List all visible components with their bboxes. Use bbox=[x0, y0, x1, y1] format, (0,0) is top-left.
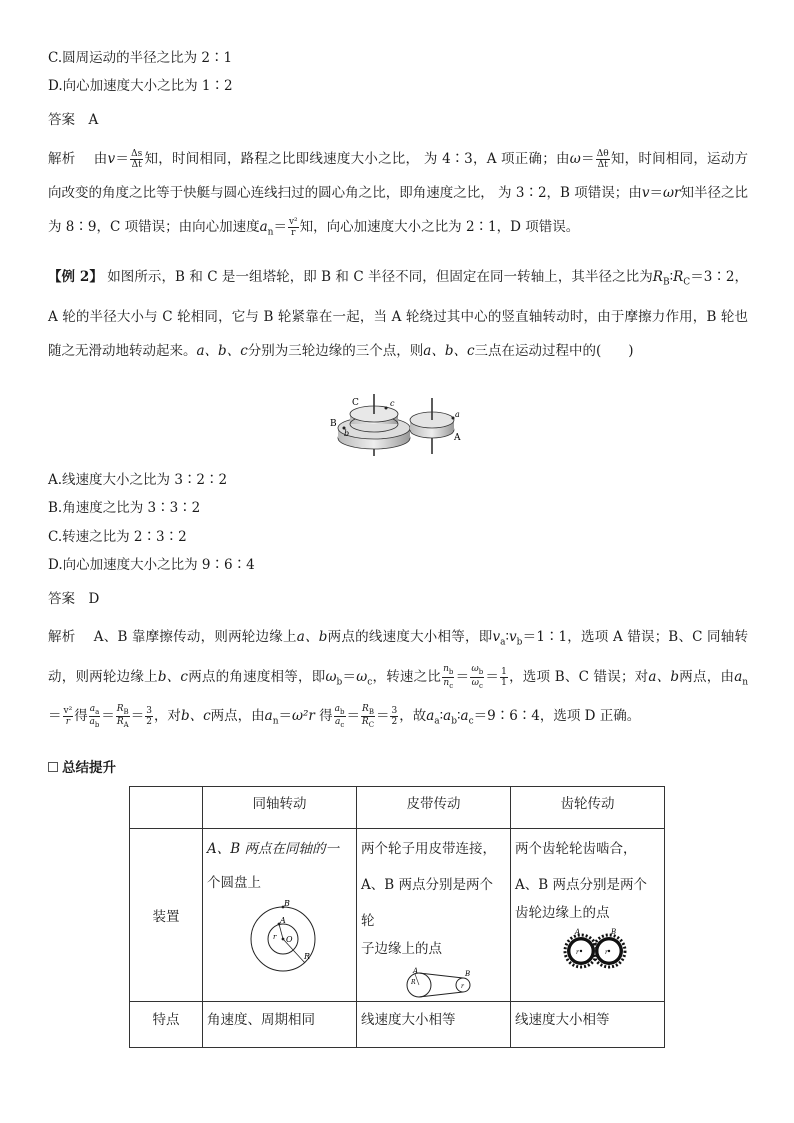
sub-n: n bbox=[272, 717, 279, 728]
label-A: A bbox=[280, 916, 286, 925]
cell-coaxial-feature: 角速度、周期相同 bbox=[203, 1002, 357, 1048]
text: A、B 靠摩擦传动，则两轮边缘上 bbox=[93, 629, 297, 645]
label-r: r bbox=[605, 949, 608, 956]
math-abc: a、b、c bbox=[196, 342, 248, 359]
math-ab: a、b bbox=[296, 629, 328, 645]
label-r: r bbox=[461, 983, 464, 990]
ex2-option-a: A.线速度大小之比为 3∶2∶2 bbox=[48, 472, 228, 488]
answer-value: D bbox=[88, 591, 100, 607]
text: ＝9∶6∶4，选项 D 正确。 bbox=[473, 708, 641, 725]
label-B: B bbox=[284, 899, 290, 908]
cell-text: A、B 两点分别是两个 bbox=[515, 877, 647, 893]
math-R: R bbox=[652, 269, 663, 285]
label-A: A bbox=[454, 433, 461, 443]
label-R: R bbox=[411, 979, 416, 986]
tower-wheel-figure bbox=[328, 388, 468, 460]
sub-n: n bbox=[267, 227, 274, 238]
text: 知，向心加速度大小之比为 2∶1，D 项错误。 bbox=[299, 219, 580, 235]
square-bullet-icon bbox=[48, 762, 58, 772]
q1-analysis bbox=[48, 142, 748, 250]
cell-text: 子边缘上的点 bbox=[361, 941, 442, 957]
label-c: c bbox=[390, 399, 395, 408]
fraction-nb-nc: $\frac{n_b}{n_c}$ bbox=[443, 663, 454, 690]
fraction-RB-RC: $\frac{R_B}{R_C}$ bbox=[361, 703, 375, 730]
math-ab: a、b bbox=[648, 668, 680, 685]
text: ＝ bbox=[273, 219, 287, 235]
header-belt bbox=[357, 787, 511, 829]
math-bc: b、c bbox=[157, 668, 188, 685]
table-row-feature bbox=[130, 1002, 665, 1048]
text: 知半径之比为 8∶9，C 项错误；由向心加速度 bbox=[48, 185, 749, 235]
math-v: v bbox=[492, 629, 501, 645]
text: 动方向改变的角度之比等于快艇与圆心连线扫过的圆心角之比，即角速度之比， 为 3∶2，B 项错误；由 bbox=[48, 151, 749, 201]
belt-pulley-figure bbox=[367, 965, 497, 1001]
analysis-label: 解析 bbox=[48, 151, 76, 167]
summary-heading bbox=[48, 756, 116, 776]
cell-belt-device bbox=[357, 829, 511, 1002]
coaxial-disk-figure bbox=[211, 897, 341, 975]
label-B: B bbox=[465, 970, 471, 978]
cell-text: A、B 两点在同轴的一 bbox=[207, 841, 339, 857]
fraction-aa-ab: $\frac{a_a}{a_b}$ bbox=[89, 703, 100, 730]
fraction-ab-ac: $\frac{a_b}{a_c}$ bbox=[334, 703, 345, 730]
gear-mesh-figure bbox=[519, 927, 649, 969]
text: 两点的线速度大小相等，即 bbox=[327, 629, 493, 645]
text: ＝ bbox=[115, 151, 130, 167]
math-v: v bbox=[107, 151, 116, 167]
ex2-option-c: C.转速之比为 2∶3∶2 bbox=[48, 529, 187, 545]
math-v: v bbox=[509, 629, 517, 645]
label-r: r bbox=[576, 949, 579, 956]
math-a: a bbox=[734, 668, 743, 685]
ex2-option-b: B.角速度之比为 3∶3∶2 bbox=[48, 500, 201, 516]
text: ，转速之比 bbox=[372, 668, 442, 685]
math-omega: ω bbox=[356, 668, 368, 685]
text: ，选项 B、C 错误；对 bbox=[508, 668, 649, 685]
cell-text: 齿轮边缘上的点 bbox=[515, 905, 610, 921]
text: 知，时间相同，运 bbox=[610, 151, 721, 167]
math-omega: ω bbox=[569, 151, 581, 167]
cell-text: 两个齿轮轮齿啮合， bbox=[515, 841, 637, 857]
label-A: A bbox=[575, 928, 581, 936]
answer-label: 答案 bbox=[48, 112, 75, 128]
sub-c: c bbox=[367, 677, 373, 688]
summary-table bbox=[129, 786, 665, 1048]
text: ＝1∶1，选项 A 错误；B、C 同轴转动，则两轮边缘上 bbox=[48, 629, 749, 685]
table-header-row bbox=[130, 787, 665, 829]
label-A: A bbox=[413, 967, 419, 975]
sub-a: a bbox=[500, 637, 506, 648]
math-a: a bbox=[426, 708, 435, 725]
sub-b: b bbox=[336, 677, 343, 688]
math-a: a bbox=[264, 708, 273, 725]
text: 分别为三轮边缘的三个点，则 bbox=[247, 342, 424, 359]
cell-gear-device bbox=[511, 829, 665, 1002]
q1-answer bbox=[48, 110, 98, 130]
fraction-v2-r: $\frac{\text{v²}}{r}$ bbox=[288, 217, 298, 238]
header-label: 同轴转动 bbox=[252, 796, 307, 812]
sub-c: c bbox=[468, 717, 474, 728]
ex2-analysis: 解析 A、B 靠摩擦传动，则两轮边缘上a、b两点的线速度大小相等，即$v_a∶v_b=1∶1$，选项 A 错误；B、C 同轴转动，则两轮边缘上b、c两点的角速度相等，即$\omega_b=\omega_c$，转速之比 $\frac{n_b}{n_c}$ ＝ $\frac{\omega_b}{\omega_c}$ ＝ $\frac{1}{1}$ ，选项 B、C 错误；对a、b两点，由$a_n=$ $\frac{\text{v²}}{r}$得 $\frac{a_a}{a_b}$ ＝ $\frac{R_B}{R_A}$ ＝ $\frac{3}{2}$ ，对b、c两点，由$a_n=\omega^2r$ 得 $\frac{a_b}{a_c}$ ＝ $\frac{R_B}{R_C}$ ＝ $\frac{3}{2}$ ，故$a_a∶a_b∶a_c=9∶6∶4$，选项 D 正确。 bbox=[48, 629, 749, 730]
fraction-wb-wc: $\frac{\omega_b}{\omega_c}$ bbox=[471, 663, 484, 690]
text: ，对 bbox=[153, 708, 181, 725]
label-C: C bbox=[352, 398, 359, 408]
sub-b: b bbox=[451, 717, 457, 728]
text: ＝3∶2，A 轮的半径大小与 C 轮相同，它与 B 轮紧靠在一起，当 A 轮绕过其中心的竖直轴转动时，由于摩擦力作用，B 轮也随之无滑动地转动起来。 bbox=[48, 269, 748, 359]
cell-belt-feature: 线速度大小相等 bbox=[357, 1002, 511, 1048]
q1-option-d: D.向心加速度大小之比为 1∶2 bbox=[48, 78, 233, 94]
text: ，故 bbox=[399, 708, 427, 725]
sub-b: b bbox=[516, 637, 523, 648]
text: 得 bbox=[74, 708, 88, 725]
fraction-3-2: $\frac{3}{2}$ bbox=[146, 706, 152, 728]
math-a: a bbox=[443, 708, 452, 725]
text: ＝ bbox=[649, 185, 663, 201]
text: 知，时间相同，路程之比即线速度大小之比， 为 4∶3，A 项正确；由 bbox=[144, 151, 570, 167]
analysis-label: 解析 bbox=[48, 629, 76, 645]
math-v: v bbox=[641, 185, 650, 201]
text: 三点在运动过程中的( ) bbox=[474, 342, 634, 359]
fraction-RB-RA: $\frac{R_B}{R_A}$ bbox=[116, 703, 129, 730]
cell-gear-feature: 线速度大小相等 bbox=[511, 1002, 665, 1048]
cell-text: 个圆盘上 bbox=[207, 875, 261, 891]
math-a: a bbox=[460, 708, 469, 725]
fraction-3-2: $\frac{3}{2}$ bbox=[391, 706, 398, 728]
label-r: r bbox=[273, 933, 277, 941]
math-omega: ω bbox=[325, 668, 337, 685]
text: 得 bbox=[319, 708, 333, 725]
math-abc: a、b、c bbox=[423, 342, 475, 359]
label-O: O bbox=[286, 935, 293, 944]
math-R: R bbox=[673, 269, 684, 285]
fraction-dtheta-dt: $\frac{\Delta\theta}{\Delta t}$ bbox=[596, 149, 609, 170]
text: 两点，由 bbox=[679, 668, 735, 685]
fraction-ds-dt: $\frac{\Delta s}{\Delta t}$ bbox=[131, 149, 143, 170]
math-bc: b、c bbox=[180, 708, 211, 725]
q1-option-c: C.圆周运动的半径之比为 2∶1 bbox=[48, 50, 233, 66]
cell-coaxial-device bbox=[203, 829, 357, 1002]
math-omega2r: ω²r bbox=[292, 708, 315, 725]
text: 两点的角速度相等，即 bbox=[187, 668, 326, 685]
header-gear bbox=[511, 787, 665, 829]
text: 两点，由 bbox=[210, 708, 265, 725]
text: ∶ bbox=[669, 269, 674, 285]
text: 如图所示，B 和 C 是一组塔轮，即 B 和 C 半径不同，但固定在同一转轴上，其半径之比为 bbox=[107, 269, 653, 285]
sub-C: C bbox=[683, 277, 691, 288]
label-a: a bbox=[455, 410, 460, 419]
math-a: a bbox=[259, 219, 268, 235]
label-R: R bbox=[304, 952, 311, 961]
cell-text: A、B 两点分别是两个轮 bbox=[361, 877, 493, 929]
label-b: b bbox=[344, 429, 350, 438]
header-empty bbox=[130, 787, 203, 829]
row-label-feature: 特点 bbox=[130, 1002, 203, 1048]
answer-value: A bbox=[88, 112, 99, 128]
sub-n: n bbox=[742, 677, 749, 688]
text: 由 bbox=[93, 151, 108, 167]
fraction-v2-r: $\frac{\text{v²}}{r}$ bbox=[63, 706, 73, 728]
label-B: B bbox=[611, 928, 617, 936]
answer-label: 答案 bbox=[48, 591, 75, 607]
ex2-answer bbox=[48, 589, 99, 609]
ex2-option-d: D.向心加速度大小之比为 9∶6∶4 bbox=[48, 557, 255, 573]
ex2-tag: 【例 2】 bbox=[48, 269, 103, 285]
text: ＝ bbox=[580, 151, 595, 167]
table-row-device bbox=[130, 829, 665, 1002]
summary-heading-text: 总结提升 bbox=[62, 760, 116, 776]
header-label: 皮带传动 bbox=[406, 796, 461, 812]
cell-text: 两个轮子用皮带连接， bbox=[361, 841, 496, 857]
ex2-stem bbox=[48, 260, 748, 368]
header-coaxial bbox=[203, 787, 357, 829]
math-omega-r: ωr bbox=[663, 185, 681, 201]
label-B: B bbox=[330, 419, 337, 429]
row-label-device: 装置 bbox=[130, 829, 203, 1002]
sub-a: a bbox=[434, 717, 440, 728]
header-label: 齿轮传动 bbox=[560, 796, 615, 812]
sub-B: B bbox=[662, 277, 670, 288]
fraction-1-1: $\frac{1}{1}$ bbox=[501, 666, 507, 688]
